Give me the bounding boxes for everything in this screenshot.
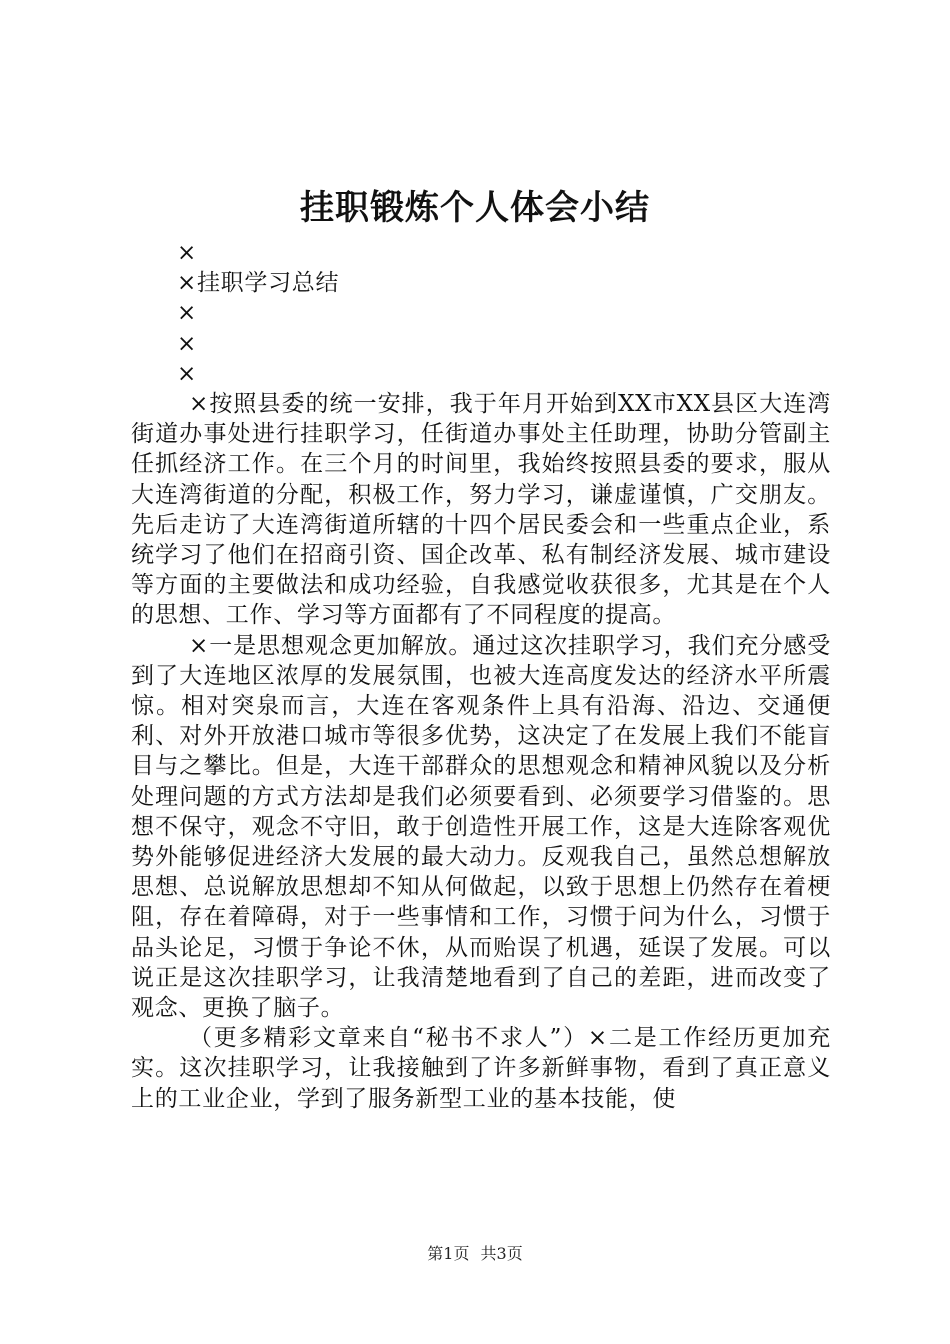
body-line: × <box>177 300 197 327</box>
body-line: × <box>177 330 197 357</box>
paragraph-work: （更多精彩文章来自“秘书不求人”）×二是工作经历更加充实。这次挂职学习，让我接触到了许多新鲜事物，看到了真正意义上的工业企业，学到了服务新型工业的基本技能，使 <box>131 1025 831 1112</box>
page-footer <box>0 1243 950 1265</box>
paragraph-intro: ×按照县委的统一安排，我于年月开始到XX市XX县区大连湾街道办事处进行挂职学习，任街道办事处主任助理，协助分管副主任抓经济工作。在三个月的时间里，我始终按照县委的要求，服从大连湾街道的分配，积极工作，努力学习，谦虚谨慎，广交朋友。先后走访了大连湾街道所辖的十四个居民委会和一些重点企业，系统学习了他们在招商引资、国企改革、私有制经济发展、城市建设等方面的主要做法和成功经验，自我感觉收获很多，尤其是在个人的思想、工作、学习等方面都有了不同程度的提高。 <box>131 390 831 629</box>
body-line: × <box>177 240 197 266</box>
paragraph-thinking: ×一是思想观念更加解放。通过这次挂职学习，我们充分感受到了大连地区浓厚的发展氛围，也被大连高度发达的经济水平所震惊。相对突泉而言，大连在客观条件上具有沿海、沿边、交通便利、对外开放港口城市等很多优势，这决定了在发展上我们不能盲目与之攀比。但是，大连干部群众的思想观念和精神风貌以及分析处理问题的方式方法却是我们必须要看到、必须要学习借鉴的。思想不保守，观念不守旧，敢于创造性开展工作，这是大连除客观优势外能够促进经济大发展的最大动力。反观我自己，虽然总想解放思想、总说解放思想却不知从何做起，以致于思想上仍然存在着梗阻，存在着障碍，对于一些事情和工作，习惯于问为什么，习惯于品头论足，习惯于争论不休，从而贻误了机遇，延误了发展。可以说正是这次挂职学习，让我清楚地看到了自己的差距，进而改变了观念、更换了脑子。 <box>131 632 831 1021</box>
document-body <box>131 238 831 1114</box>
document-title: 挂职锻炼个人体会小结 <box>300 188 650 228</box>
page-total: 共3页 <box>480 1244 523 1263</box>
body-line: × <box>177 360 197 387</box>
body-line-subtitle: ×挂职学习总结 <box>177 270 340 297</box>
page-number: 第1页 <box>427 1244 470 1263</box>
